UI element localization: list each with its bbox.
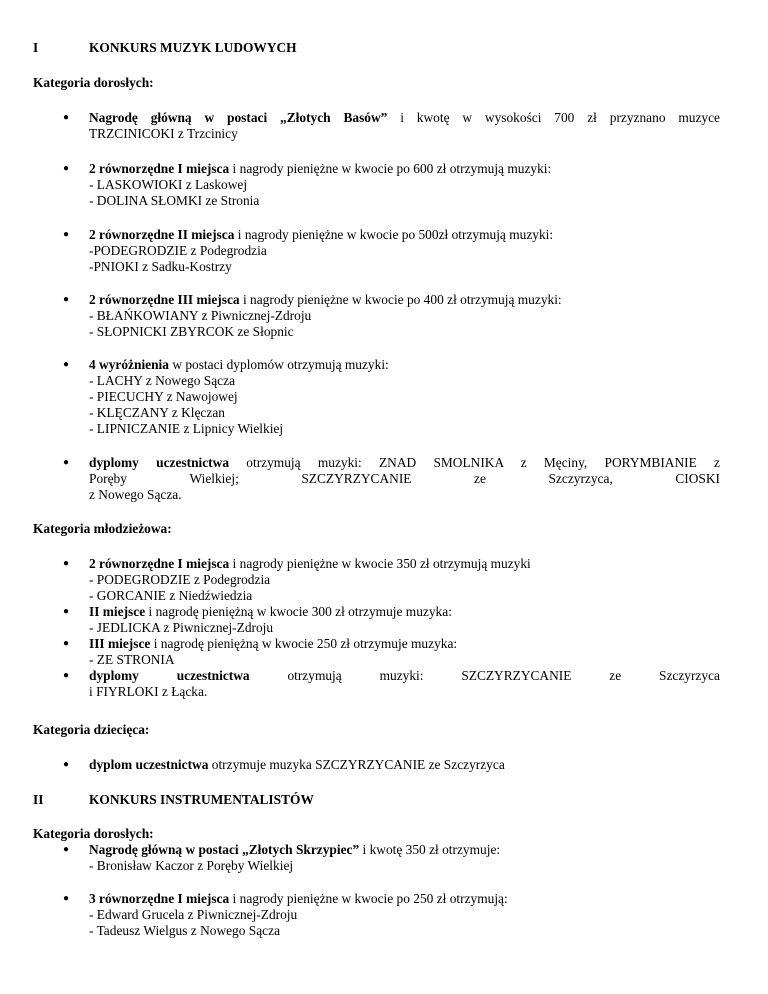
bullet: ●	[63, 638, 70, 649]
justified-line	[89, 668, 720, 684]
item-text: i nagrody pieniężne w kwocie po 400 zł otrzymują muzyki:	[239, 292, 562, 307]
item-text: i nagrody pieniężne w kwocie po 500zł otrzymują muzyki:	[234, 227, 554, 242]
item-bold: III miejsce	[89, 636, 151, 651]
item-line: - BŁAŃKOWIANY z Piwnicznej-Zdroju	[89, 308, 312, 323]
list-item	[89, 556, 720, 604]
word: CIOSKI	[675, 471, 720, 486]
item-bold: 4 wyróżnienia	[89, 357, 169, 372]
section-title: KONKURS MUZYK LUDOWYCH	[89, 40, 297, 55]
category-title: Kategoria dorosłych:	[33, 75, 154, 90]
bullet: ●	[63, 606, 70, 617]
item-bold: Nagrodę główną w postaci „Złotych Skrzypiec”	[89, 842, 360, 857]
justified-line	[89, 471, 720, 487]
bullet: ●	[63, 457, 70, 468]
word: Szczyrzyca,	[548, 471, 613, 486]
list-item	[89, 891, 720, 939]
word: Poręby	[89, 471, 127, 486]
item-line: z Nowego Sącza.	[89, 487, 182, 502]
item-line: - LIPNICZANIE z Lipnicy Wielkiej	[89, 421, 284, 436]
item-bold: dyplomy uczestnictwa	[89, 455, 230, 470]
item-line: - LACHY z Nowego Sącza	[89, 373, 236, 388]
item-line: - DOLINA SŁOMKI ze Stronia	[89, 193, 260, 208]
item-bold: Nagrodę główną w postaci „Złotych Basów”	[89, 110, 388, 125]
bullet: ●	[63, 759, 70, 770]
section-title: KONKURS INSTRUMENTALISTÓW	[89, 792, 314, 807]
item-line: i FIYRLOKI z Łącka.	[89, 684, 208, 699]
bullet: ●	[63, 112, 70, 123]
item-bold: 2 równorzędne III miejsca	[89, 292, 240, 307]
category-title: Kategoria dorosłych:	[33, 826, 154, 841]
word: Szczyrzyca	[659, 668, 720, 683]
item-line: - GORCANIE z Niedźwiedzia	[89, 588, 253, 603]
list-item	[89, 455, 720, 503]
bullet: ●	[63, 163, 70, 174]
word: ze	[474, 471, 486, 486]
bullet: ●	[63, 670, 70, 681]
bullet: ●	[63, 893, 70, 904]
item-line: -PODEGRODZIE z Podegrodzia	[89, 243, 267, 258]
list-item	[89, 757, 720, 773]
list-item	[89, 292, 720, 340]
item-line: - ZE STRONIA	[89, 652, 175, 667]
item-text: w postaci dyplomów otrzymują muzyki:	[168, 357, 389, 372]
item-bold: 2 równorzędne I miejsca	[89, 161, 230, 176]
list-item	[89, 161, 720, 209]
item-bold: 2 równorzędne II miejsca	[89, 227, 235, 242]
word: dyplomy	[89, 668, 139, 683]
item-bold: II miejsce	[89, 604, 146, 619]
item-line: - Bronisław Kaczor z Poręby Wielkiej	[89, 858, 294, 873]
bullet: ●	[63, 844, 70, 855]
item-text: i nagrody pieniężne w kwocie po 250 zł otrzymują:	[229, 891, 508, 906]
bullet: ●	[63, 294, 70, 305]
word: Wielkiej;	[189, 471, 239, 486]
item-bold: 3 równorzędne I miejsca	[89, 891, 230, 906]
item-bold: 2 równorzędne I miejsca	[89, 556, 230, 571]
section-number: I	[33, 40, 39, 55]
item-text: i nagrody pieniężne w kwocie po 600 zł otrzymują muzyki:	[229, 161, 552, 176]
item-line: -PNIOKI z Sadku-Kostrzy	[89, 259, 232, 274]
list-item	[89, 636, 720, 668]
item-text: i nagrody pieniężne w kwocie 350 zł otrzymują muzyki	[229, 556, 531, 571]
list-item	[89, 668, 720, 700]
item-line: - Tadeusz Wielgus z Nowego Sącza	[89, 923, 281, 938]
category-title: Kategoria młodzieżowa:	[33, 521, 172, 536]
item-text: otrzymuje muzyka SZCZYRZYCANIE ze Szczyrzyca	[208, 757, 505, 772]
bullet: ●	[63, 558, 70, 569]
word: otrzymują	[287, 668, 342, 683]
item-line: - LASKOWIOKI z Laskowej	[89, 177, 248, 192]
item-line: TRZCINICOKI z Trzcinicy	[89, 126, 238, 141]
bullet: ●	[63, 229, 70, 240]
word: uczestnictwa	[176, 668, 250, 683]
item-line: - PIECUCHY z Nawojowej	[89, 389, 238, 404]
category-title: Kategoria dziecięca:	[33, 722, 150, 737]
item-line: - PODEGRODZIE z Podegrodzia	[89, 572, 271, 587]
item-line: - SŁOPNICKI ZBYRCOK ze Słopnic	[89, 324, 294, 339]
list-item	[89, 842, 720, 874]
item-text: i kwotę 350 zł otrzymuje:	[359, 842, 501, 857]
list-item	[89, 227, 720, 275]
section-number: II	[33, 792, 44, 807]
list-item	[89, 110, 720, 142]
list-item	[89, 357, 720, 437]
word: muzyki:	[379, 668, 424, 683]
item-text: i nagrodę pieniężną w kwocie 300 zł otrzymuje muzyka:	[145, 604, 452, 619]
bullet: ●	[63, 359, 70, 370]
item-text: otrzymują muzyki: ZNAD SMOLNIKA z Męciny, PORYMBIANIE z	[229, 455, 720, 470]
word: SZCZYRZYCANIE	[301, 471, 412, 486]
word: SZCZYRZYCANIE	[461, 668, 572, 683]
item-line: - Edward Grucela z Piwnicznej-Zdroju	[89, 907, 298, 922]
item-bold: dyplom uczestnictwa	[89, 757, 209, 772]
item-text: i nagrodę pieniężną w kwocie 250 zł otrzymuje muzyka:	[150, 636, 458, 651]
list-item	[89, 604, 720, 636]
item-text: i kwotę w wysokości 700 zł przyznano muzyce	[387, 110, 720, 125]
item-line: - JEDLICKA z Piwnicznej-Zdroju	[89, 620, 274, 635]
item-line: - KLĘCZANY z Klęczan	[89, 405, 225, 420]
word: ze	[609, 668, 622, 683]
